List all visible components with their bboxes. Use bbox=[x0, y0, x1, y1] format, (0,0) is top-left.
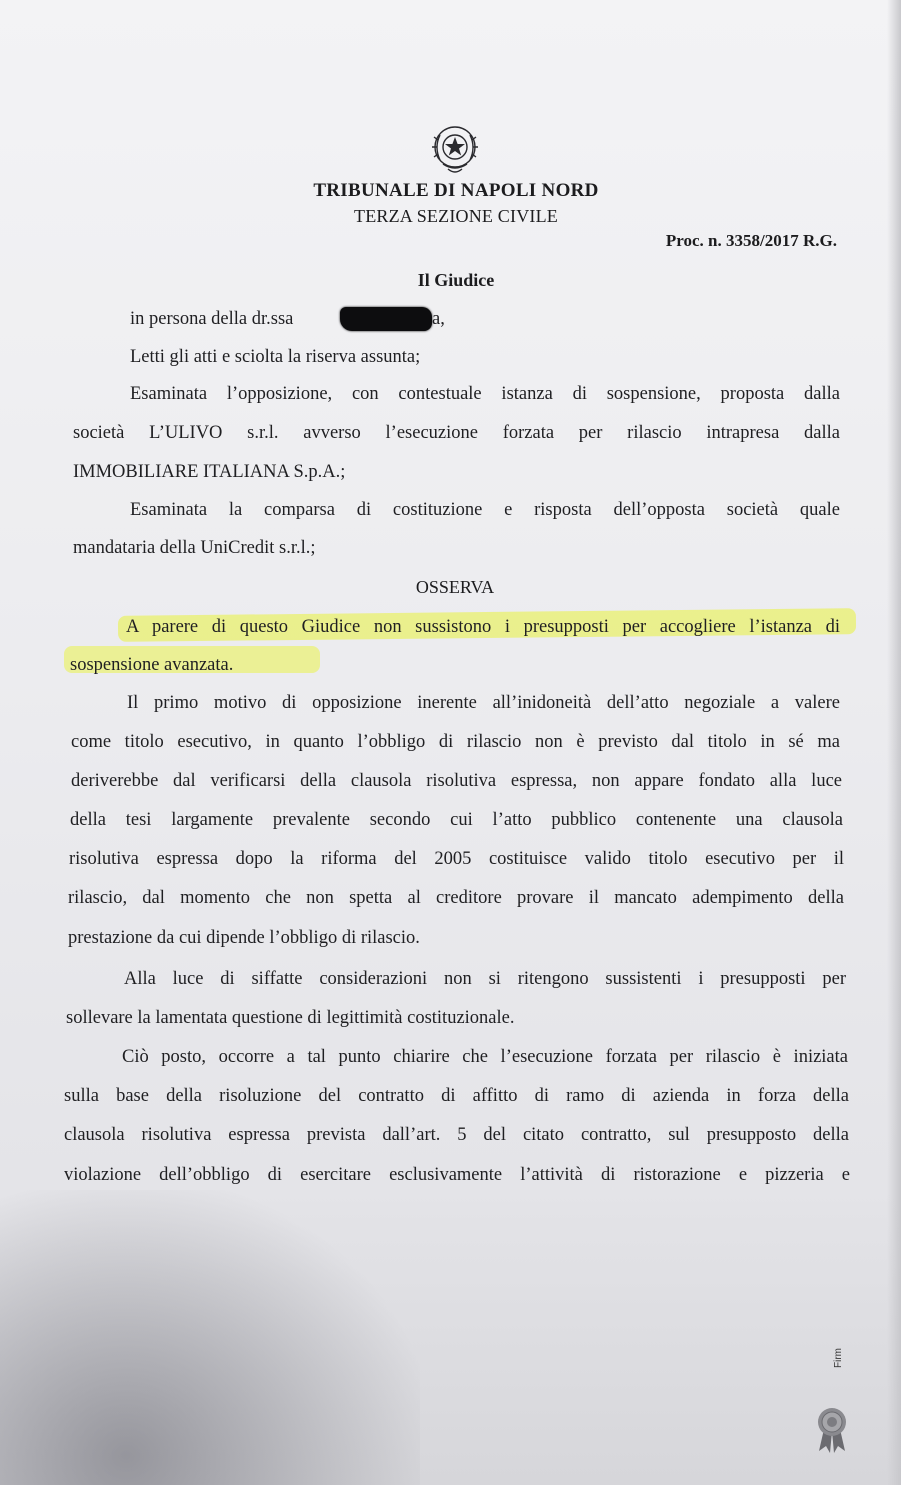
page-edge bbox=[887, 0, 901, 1485]
p3-line-1: A parere di questo Giudice non sussistono i presupposti per accogliere l’istanza di bbox=[126, 617, 840, 637]
p6-line-4: violazione dell’obbligo di esercitare esclusivamente l’attività di ristorazione e pizzeria e bbox=[64, 1165, 850, 1185]
judge-title: Il Giudice bbox=[417, 270, 495, 290]
margin-signature-text: Firm bbox=[833, 1348, 844, 1368]
p6-line-2: sulla base della risoluzione del contratto di affitto di ramo di azienda in forza della bbox=[64, 1086, 849, 1106]
p4-line-6: rilascio, dal momento che non spetta al creditore provare il mancato adempimento della bbox=[68, 888, 844, 908]
p4-line-4: della tesi largamente prevalente secondo cui l’atto pubblico contenente una clausola bbox=[70, 810, 843, 830]
italian-republic-emblem-icon bbox=[428, 120, 482, 178]
p5-line-1: Alla luce di siffatte considerazioni non si ritengono sussistenti i presupposti per bbox=[124, 969, 846, 989]
p1-line-3: IMMOBILIARE ITALIANA S.p.A.; bbox=[73, 462, 346, 482]
court-section: TERZA SEZIONE CIVILE bbox=[354, 206, 558, 226]
p6-line-1: Ciò posto, occorre a tal punto chiarire che l’esecuzione forzata per rilascio è iniziata bbox=[122, 1047, 848, 1067]
p4-line-7: prestazione da cui dipende l’obbligo di rilascio. bbox=[68, 928, 420, 948]
p6-line-3: clausola risolutiva espressa prevista dall’art. 5 del citato contratto, sul presupposto della bbox=[64, 1125, 849, 1145]
p4-line-2: come titolo esecutivo, in quanto l’obbligo di rilascio non è previsto dal titolo in sé ma bbox=[71, 732, 840, 752]
p2-line-2: mandataria della UniCredit s.r.l.; bbox=[73, 538, 316, 558]
p4-line-1: Il primo motivo di opposizione inerente all’inidoneità dell’atto negoziale a valere bbox=[127, 693, 840, 713]
osserva-heading: OSSERVA bbox=[415, 577, 495, 597]
hand-shadow bbox=[0, 1190, 420, 1485]
in-persona-suffix: a, bbox=[432, 309, 445, 329]
p5-line-2: sollevare la lamentata questione di legittimità costituzionale. bbox=[66, 1008, 515, 1028]
proceeding-number: Proc. n. 3358/2017 R.G. bbox=[665, 231, 837, 250]
p3-line-2: sospensione avanzata. bbox=[70, 655, 234, 675]
in-persona-prefix: in persona della dr.ssa bbox=[130, 309, 294, 329]
letti-line: Letti gli atti e sciolta la riserva assunta; bbox=[130, 347, 421, 367]
court-name: TRIBUNALE DI NAPOLI NORD bbox=[313, 180, 599, 201]
p1-line-2: società L’ULIVO s.r.l. avverso l’esecuzione forzata per rilascio intrapresa dalla bbox=[73, 423, 840, 443]
p4-line-5: risolutiva espressa dopo la riforma del 2005 costituisce valido titolo esecutivo per il bbox=[69, 849, 844, 869]
p2-line-1: Esaminata la comparsa di costituzione e risposta dell’opposta società quale bbox=[130, 500, 840, 520]
redacted-name bbox=[340, 307, 432, 331]
p1-line-1: Esaminata l’opposizione, con contestuale istanza di sospensione, proposta dalla bbox=[130, 384, 840, 404]
rosette-seal-icon bbox=[812, 1405, 852, 1455]
p4-line-3: deriverebbe dal verificarsi della clausola risolutiva espressa, non appare fondato alla luce bbox=[71, 771, 842, 791]
